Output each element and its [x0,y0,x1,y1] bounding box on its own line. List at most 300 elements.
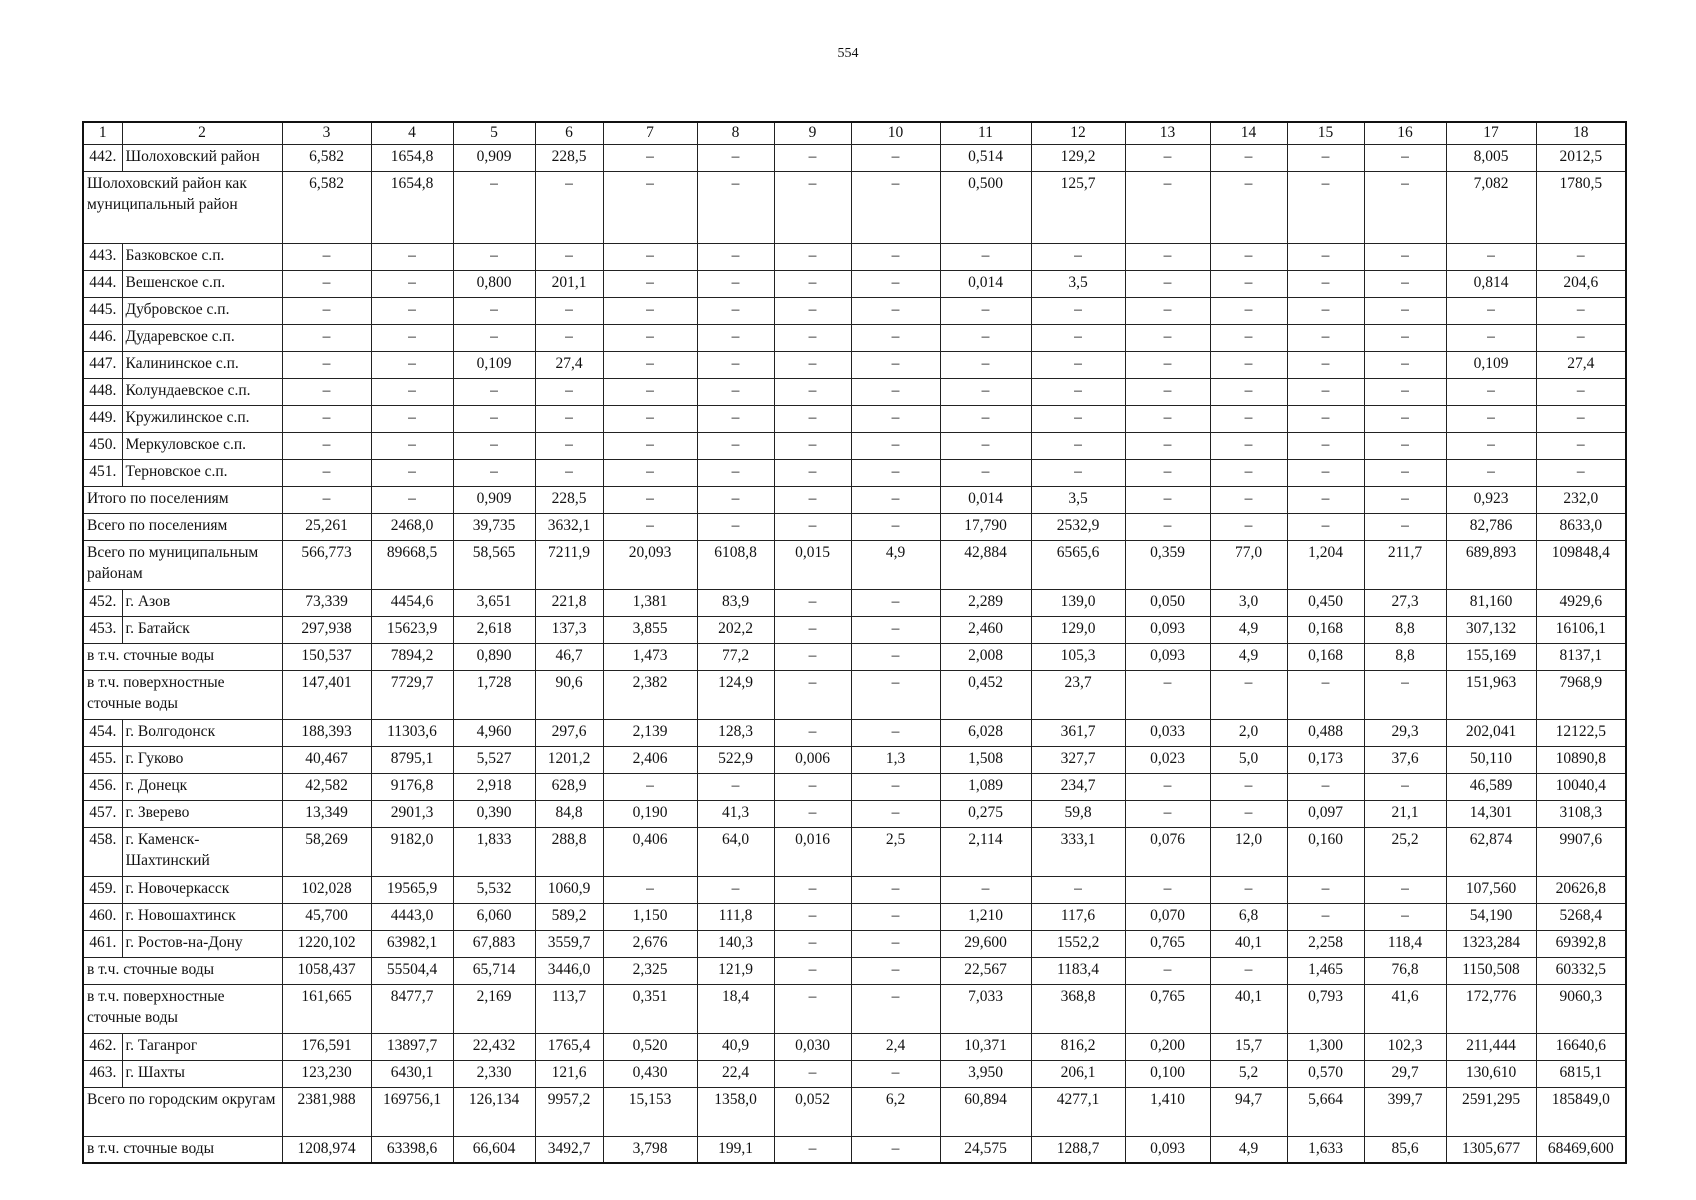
table-cell: – [603,773,697,800]
table-cell: – [603,513,697,540]
table-cell: – [371,432,453,459]
table-row [83,1033,1626,1060]
table-cell: – [371,243,453,270]
table-cell: – [1446,297,1536,324]
table-cell: 150,537 [282,643,371,670]
table-cell: – [774,405,851,432]
table-cell: – [282,324,371,351]
table-row [83,432,1626,459]
column-header: 4 [371,122,453,144]
table-cell: – [1446,243,1536,270]
table-cell: 25,261 [282,513,371,540]
table-cell: 1,410 [1125,1087,1210,1136]
table-cell: – [1125,144,1210,171]
table-cell: – [940,351,1031,378]
column-header: 5 [453,122,535,144]
table-cell: – [282,243,371,270]
table-row [83,1060,1626,1087]
table-cell: 85,6 [1364,1136,1446,1163]
table-cell: 8137,1 [1536,643,1626,670]
table-row [83,324,1626,351]
table-cell: 327,7 [1031,746,1125,773]
table-cell: – [774,378,851,405]
table-cell: – [1210,351,1287,378]
table-cell: 89668,5 [371,540,453,589]
table-row [83,589,1626,616]
table-cell: – [774,957,851,984]
table-row [83,171,1626,243]
table-cell: – [1125,876,1210,903]
table-cell: 211,7 [1364,540,1446,589]
table-cell: 19565,9 [371,876,453,903]
table-cell: – [535,243,603,270]
table-cell: – [851,984,940,1033]
table-cell: – [851,243,940,270]
table-cell: – [1125,459,1210,486]
table-cell: – [774,351,851,378]
table-cell: 3632,1 [535,513,603,540]
table-cell: – [940,324,1031,351]
table-cell: 4,9 [1210,643,1287,670]
table-cell: – [697,405,774,432]
table-cell: 129,2 [1031,144,1125,171]
table-cell: – [1536,405,1626,432]
table-cell: 4443,0 [371,903,453,930]
table-cell: 2,4 [851,1033,940,1060]
table-cell: – [371,378,453,405]
table-cell: – [774,1060,851,1087]
table-cell: 0,015 [774,540,851,589]
row-number: 462. [83,1033,122,1060]
row-label: г. Ростов-на-Дону [122,930,282,957]
table-cell: 1,3 [851,746,940,773]
table-cell: – [774,513,851,540]
table-cell: – [1031,459,1125,486]
table-cell: – [1287,405,1364,432]
table-cell: 6430,1 [371,1060,453,1087]
row-label: Базковское с.п. [122,243,282,270]
table-cell: 6,582 [282,144,371,171]
table-cell: – [1446,324,1536,351]
table-cell: 3,798 [603,1136,697,1163]
table-cell: 1220,102 [282,930,371,957]
table-cell: – [1125,297,1210,324]
row-number: 459. [83,876,122,903]
table-cell: – [603,378,697,405]
table-cell: – [535,459,603,486]
table-cell: 23,7 [1031,670,1125,719]
table-cell: – [1287,270,1364,297]
table-cell: – [1287,903,1364,930]
row-label: в т.ч. сточные воды [83,957,282,984]
table-header-row [83,122,1626,144]
table-cell: 9957,2 [535,1087,603,1136]
row-label: в т.ч. поверхностные сточные воды [83,984,282,1033]
row-label: г. Волгодонск [122,719,282,746]
table-cell: – [371,405,453,432]
table-row [83,670,1626,719]
table-cell: – [697,486,774,513]
table-cell: – [453,405,535,432]
table-cell: 77,2 [697,643,774,670]
table-cell: 0,014 [940,270,1031,297]
table-row [83,1087,1626,1136]
table-cell: 7211,9 [535,540,603,589]
row-number: 458. [83,827,122,876]
table-cell: – [1364,432,1446,459]
table-cell: – [1364,513,1446,540]
table-cell: 2381,988 [282,1087,371,1136]
row-number: 449. [83,405,122,432]
table-cell: 3559,7 [535,930,603,957]
table-cell: – [1125,513,1210,540]
table-cell: 204,6 [1536,270,1626,297]
table-cell: – [774,171,851,243]
table-cell: – [940,378,1031,405]
table-cell: 3,0 [1210,589,1287,616]
table-cell: 8,8 [1364,616,1446,643]
table-row [83,903,1626,930]
table-cell: – [1287,297,1364,324]
table-cell: 5,532 [453,876,535,903]
table-cell: – [1536,297,1626,324]
table-row [83,643,1626,670]
column-header: 16 [1364,122,1446,144]
table-cell: 2591,295 [1446,1087,1536,1136]
table-cell: – [1125,432,1210,459]
table-cell: – [774,270,851,297]
table-cell: 2468,0 [371,513,453,540]
row-number: 456. [83,773,122,800]
table-cell: – [774,616,851,643]
table-cell: 4,9 [1210,1136,1287,1163]
table-cell: 22,432 [453,1033,535,1060]
table-cell: 3108,3 [1536,800,1626,827]
table-cell: 54,190 [1446,903,1536,930]
table-cell: 8,8 [1364,643,1446,670]
table-cell: – [603,405,697,432]
table-cell: – [535,324,603,351]
table-cell: 8,005 [1446,144,1536,171]
table-cell: – [1125,800,1210,827]
column-header: 13 [1125,122,1210,144]
table-cell: 5,664 [1287,1087,1364,1136]
table-cell: 0,160 [1287,827,1364,876]
table-row [83,957,1626,984]
table-cell: 0,450 [1287,589,1364,616]
table-cell: 1654,8 [371,144,453,171]
table-cell: – [1287,243,1364,270]
table-cell: – [774,324,851,351]
table-cell: 81,160 [1446,589,1536,616]
table-cell: 1323,284 [1446,930,1536,957]
table-cell: – [851,171,940,243]
table-cell: – [1364,297,1446,324]
table-cell: 0,168 [1287,616,1364,643]
row-label: Всего по поселениям [83,513,282,540]
table-cell: 2,0 [1210,719,1287,746]
table-cell: 90,6 [535,670,603,719]
table-cell: 6,060 [453,903,535,930]
table-cell: 4929,6 [1536,589,1626,616]
table-cell: 151,963 [1446,670,1536,719]
table-cell: – [1287,773,1364,800]
table-cell: 816,2 [1031,1033,1125,1060]
table-row [83,243,1626,270]
table-cell: – [774,773,851,800]
table-cell: – [1031,324,1125,351]
table-cell: – [774,297,851,324]
table-cell: 102,3 [1364,1033,1446,1060]
table-cell: – [453,432,535,459]
table-cell: 2532,9 [1031,513,1125,540]
row-label: Вешенское с.п. [122,270,282,297]
table-cell: 0,890 [453,643,535,670]
table-cell: 10040,4 [1536,773,1626,800]
table-cell: 0,052 [774,1087,851,1136]
table-cell: 3492,7 [535,1136,603,1163]
table-cell: 40,467 [282,746,371,773]
table-cell: – [282,432,371,459]
table-cell: – [1364,486,1446,513]
table-cell: – [603,270,697,297]
table-cell: – [774,243,851,270]
table-cell: 58,565 [453,540,535,589]
table-cell: – [697,297,774,324]
table-cell: – [603,459,697,486]
table-cell: – [1287,378,1364,405]
row-number: 450. [83,432,122,459]
table-cell: 29,7 [1364,1060,1446,1087]
table-cell: 83,9 [697,589,774,616]
table-cell: 0,793 [1287,984,1364,1033]
table-cell: – [453,297,535,324]
row-label: Дубровское с.п. [122,297,282,324]
table-cell: – [851,324,940,351]
table-cell: 65,714 [453,957,535,984]
table-cell: – [1125,378,1210,405]
table-cell: – [1446,459,1536,486]
table-cell: 123,230 [282,1060,371,1087]
table-cell: 0,190 [603,800,697,827]
table-cell: – [1536,378,1626,405]
table-cell: – [535,171,603,243]
page-number: 554 [837,46,859,61]
table-cell: 24,575 [940,1136,1031,1163]
table-cell: 125,7 [1031,171,1125,243]
table-cell: 1,210 [940,903,1031,930]
table-cell: 67,883 [453,930,535,957]
table-cell: – [697,144,774,171]
row-number: 444. [83,270,122,297]
table-cell: 29,600 [940,930,1031,957]
column-header: 2 [122,122,282,144]
table-cell: 55504,4 [371,957,453,984]
table-cell: 16640,6 [1536,1033,1626,1060]
table-cell: – [851,1136,940,1163]
row-number: 453. [83,616,122,643]
table-cell: 0,076 [1125,827,1210,876]
table-cell: 7729,7 [371,670,453,719]
table-cell: 206,1 [1031,1060,1125,1087]
table-cell: 3,5 [1031,270,1125,297]
table-cell: – [774,486,851,513]
table-cell: 129,0 [1031,616,1125,643]
column-header: 1 [83,122,122,144]
table-row [83,270,1626,297]
table-cell: – [774,670,851,719]
row-number: 447. [83,351,122,378]
table-cell: 1305,677 [1446,1136,1536,1163]
table-cell: 6,8 [1210,903,1287,930]
table-cell: 20626,8 [1536,876,1626,903]
table-cell: 40,1 [1210,930,1287,957]
table-cell: – [1125,486,1210,513]
table-cell: 2,139 [603,719,697,746]
table-cell: 22,567 [940,957,1031,984]
table-cell: 2,008 [940,643,1031,670]
table-cell: – [371,297,453,324]
table-cell: 3,5 [1031,486,1125,513]
table-cell: 0,430 [603,1060,697,1087]
table-cell: 2,114 [940,827,1031,876]
table-cell: – [603,144,697,171]
row-label: в т.ч. сточные воды [83,1136,282,1163]
table-cell: 0,093 [1125,616,1210,643]
table-cell: – [697,324,774,351]
table-cell: – [851,773,940,800]
table-cell: 27,3 [1364,589,1446,616]
table-cell: – [603,486,697,513]
table-cell: – [1446,405,1536,432]
table-cell: 201,1 [535,270,603,297]
table-cell: – [851,270,940,297]
row-label: Всего по городским округам [83,1087,282,1136]
table-cell: – [1210,670,1287,719]
table-cell: 105,3 [1031,643,1125,670]
table-cell: – [697,378,774,405]
table-cell: – [774,719,851,746]
table-cell: 37,6 [1364,746,1446,773]
row-label: Дударевское с.п. [122,324,282,351]
table-row [83,930,1626,957]
table-cell: 2,325 [603,957,697,984]
table-cell: 368,8 [1031,984,1125,1033]
table-cell: – [1210,486,1287,513]
table-cell: – [1210,324,1287,351]
table-cell: 169756,1 [371,1087,453,1136]
table-cell: 0,070 [1125,903,1210,930]
row-label: Терновское с.п. [122,459,282,486]
table-cell: 221,8 [535,589,603,616]
table-cell: 1,633 [1287,1136,1364,1163]
table-cell: – [1125,270,1210,297]
table-cell: – [851,432,940,459]
table-cell: 0,093 [1125,1136,1210,1163]
table-cell: 0,520 [603,1033,697,1060]
row-label: г. Азов [122,589,282,616]
table-row [83,378,1626,405]
column-header: 7 [603,122,697,144]
table-row [83,459,1626,486]
table-cell: – [774,589,851,616]
table-cell: 522,9 [697,746,774,773]
table-cell: 60,894 [940,1087,1031,1136]
table-cell: 1,204 [1287,540,1364,589]
table-cell: 202,041 [1446,719,1536,746]
table-row [83,827,1626,876]
table-cell: 41,3 [697,800,774,827]
table-cell: – [1210,405,1287,432]
table-cell: – [535,432,603,459]
table-cell: 3,855 [603,616,697,643]
table-cell: 2,460 [940,616,1031,643]
table-cell: – [371,324,453,351]
table-cell: 361,7 [1031,719,1125,746]
row-label: г. Шахты [122,1060,282,1087]
table-cell: 140,3 [697,930,774,957]
table-cell: – [1287,513,1364,540]
table-cell: 176,591 [282,1033,371,1060]
table-cell: 12,0 [1210,827,1287,876]
row-number: 446. [83,324,122,351]
row-number: 445. [83,297,122,324]
table-cell: – [1536,243,1626,270]
row-label: в т.ч. сточные воды [83,643,282,670]
table-cell: – [940,405,1031,432]
table-cell: – [453,459,535,486]
table-cell: – [1536,324,1626,351]
table-cell: 0,033 [1125,719,1210,746]
table-cell: – [1125,670,1210,719]
table-cell: 118,4 [1364,930,1446,957]
table-cell: 2,289 [940,589,1031,616]
table-row [83,746,1626,773]
table-cell: – [1287,171,1364,243]
table-cell: 7,082 [1446,171,1536,243]
table-cell: 2,5 [851,827,940,876]
table-cell: 1058,437 [282,957,371,984]
table-cell: – [603,297,697,324]
table-row [83,773,1626,800]
row-label: г. Зверево [122,800,282,827]
table-cell: – [603,351,697,378]
table-row [83,800,1626,827]
table-cell: 2,169 [453,984,535,1033]
table-cell: – [1210,270,1287,297]
table-cell: 1060,9 [535,876,603,903]
table-cell: 1,465 [1287,957,1364,984]
table-cell: 228,5 [535,486,603,513]
table-cell: 0,200 [1125,1033,1210,1060]
table-cell: 9176,8 [371,773,453,800]
table-cell: 117,6 [1031,903,1125,930]
table-cell: 113,7 [535,984,603,1033]
table-cell: – [603,876,697,903]
table-cell: – [1125,243,1210,270]
column-header: 9 [774,122,851,144]
table-cell: – [1364,378,1446,405]
row-label: г. Донецк [122,773,282,800]
row-label: г. Гуково [122,746,282,773]
table-cell: 188,393 [282,719,371,746]
table-cell: 25,2 [1364,827,1446,876]
table-cell: – [1125,773,1210,800]
table-cell: 1,473 [603,643,697,670]
table-cell: 0,023 [1125,746,1210,773]
table-cell: – [1210,378,1287,405]
table-cell: – [851,405,940,432]
